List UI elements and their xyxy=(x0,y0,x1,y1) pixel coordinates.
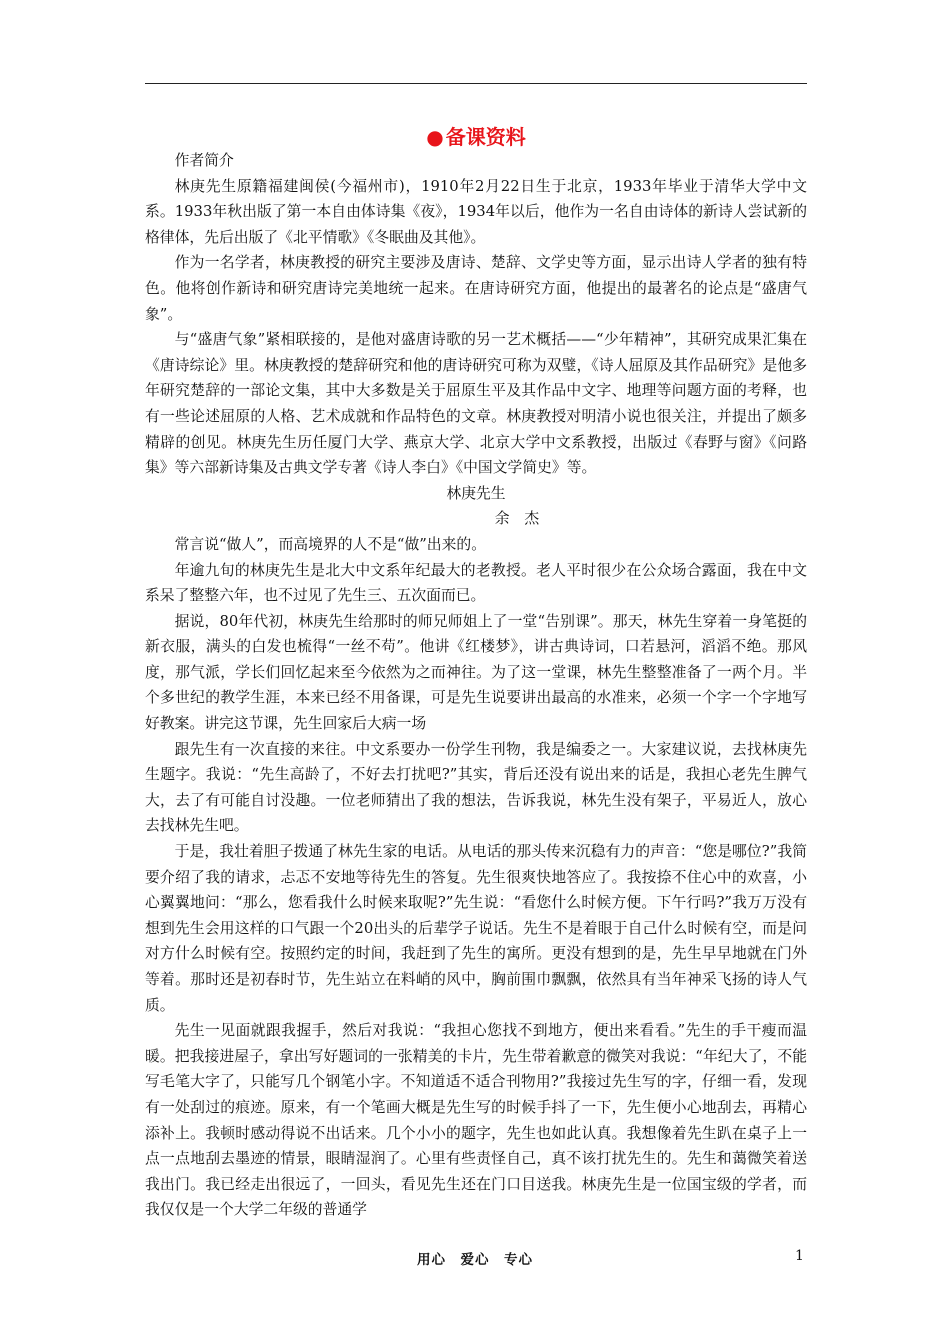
bullet-icon: ● xyxy=(426,125,444,149)
intro-paragraph-3: 与“盛唐气象”紧相联接的，是他对盛唐诗歌的另一艺术概括——“少年精神”，其研究成果汇集在《唐诗综论》里。林庚教授的楚辞研究和他的唐诗研究可称为双璧，《诗人屈原及其作品研究》是他多年研究楚辞的一部论文集，其中大多数是关于屈原生平及其作品中文字、地理等问题方面的考释，也有一些论述屈原的人格、艺术成就和作品特色的文章。林庚教授对明清小说也很关注，并提出了颇多精辟的创见。林庚先生历任厦门大学、燕京大学、北京大学中文系教授，出版过《春野与窗》《问路集》等六部新诗集及古典文学专著《诗人李白》《中国文学简史》等。 xyxy=(145,331,807,477)
article-paragraph-4: 跟先生有一次直接的来往。中文系要办一份学生刊物，我是编委之一。大家建议说，去找林庚先生题字。我说：“先生高龄了，不好去打扰吧?”其实，背后还没有说出来的话是，我担心老先生脾气大，去了有可能自讨没趣。一位老师猜出了我的想法，告诉我说，林先生没有架子，平易近人，放心去找林先生吧。 xyxy=(145,740,807,835)
author-intro-heading: 作者简介 xyxy=(174,152,234,169)
article-paragraph-3: 据说，80年代初，林庚先生给那时的师兄师姐上了一堂“告别课”。那天，林先生穿着一身笔挺的新衣服，满头的白发也梳得“一丝不苟”。他讲《红楼梦》，讲古典诗词，口若悬河，滔滔不绝。那风度，那气派，学长们回忆起来至今依然为之而神往。为了这一堂课，林先生整整准备了一两个月。半个多世纪的教学生涯，本来已经不用备课，可是先生说要讲出最高的水准来，必须一个字一个字地写好教案。讲完这节课，先生回家后大病一场 xyxy=(145,612,807,733)
footer-motto: 用心 爱心 专心 xyxy=(417,1252,533,1268)
document-body xyxy=(145,148,807,1223)
header-rule xyxy=(145,83,807,84)
article-paragraph-2: 年逾九旬的林庚先生是北大中文系年纪最大的老教授。老人平时很少在公众场合露面，我在中文系呆了整整六年，也不过见了先生三、五次面而已。 xyxy=(145,561,807,605)
section-title xyxy=(145,123,807,151)
intro-paragraph-2: 作为一名学者，林庚教授的研究主要涉及唐诗、楚辞、文学史等方面，显示出诗人学者的独有特色。他将创作新诗和研究唐诗完美地统一起来。在唐诗研究方面，他提出的最著名的论点是“盛唐气象”。 xyxy=(145,254,807,323)
article-title: 林庚先生 xyxy=(446,484,506,502)
article-paragraph-5: 于是，我壮着胆子拨通了林先生家的电话。从电话的那头传来沉稳有力的声音：“您是哪位?”我简要介绍了我的请求，忐忑不安地等待先生的答复。先生很爽快地答应了。我按捺不住心中的欢喜，小心翼翼地问：“那么，您看我什么时候来取呢?”先生说：“看您什么时候方便。下午行吗?”我万万没有想到先生会用这样的口气跟一个20出头的后辈学子说话。先生不是着眼于自己什么时候有空，而是问对方什么时候有空。按照约定的时间，我赶到了先生的寓所。更没有想到的是，先生早早地就在门外等着。那时还是初春时节，先生站立在料峭的风中，胸前围巾飘飘，依然具有当年神采飞扬的诗人气质。 xyxy=(145,843,807,1014)
section-title-text: 备课资料 xyxy=(445,125,526,149)
page-number: 1 xyxy=(795,1248,804,1264)
article-paragraph-1: 常言说“做人”，而高境界的人不是“做”出来的。 xyxy=(174,535,486,553)
intro-paragraph-1: 林庚先生原籍福建闽侯(今福州市)，1910年2月22日生于北京，1933年毕业于清华大学中文系。1933年秋出版了第一本自由体诗集《夜》，1934年以后，他作为一名自由诗体的新诗人尝试新的格律体，先后出版了《北平情歌》《冬眠曲及其他》。 xyxy=(145,177,807,246)
article-paragraph-6: 先生一见面就跟我握手，然后对我说：“我担心您找不到地方，便出来看看。”先生的手干瘦而温暖。把我接进屋子，拿出写好题词的一张精美的卡片，先生带着歉意的微笑对我说：“年纪大了，不能写毛笔大字了，只能写几个钢笔小字。不知道适不适合刊物用?”我接过先生写的字，仔细一看，发现有一处刮过的痕迹。原来，有一个笔画大概是先生写的时候手抖了一下，先生便小心地刮去，再精心添补上。我顿时感动得说不出话来。几个小小的题字，先生也如此认真。我想像着先生趴在桌子上一点一点地刮去墨迹的情景，眼睛湿润了。心里有些责怪自己，真不该打扰先生的。先生和蔼微笑着送我出门。我已经走出很远了，一回头，看见先生还在门口目送我。林庚先生是一位国宝级的学者，而我仅仅是一个大学二年级的普通学 xyxy=(145,1022,807,1219)
article-author: 余 杰 xyxy=(494,510,540,528)
